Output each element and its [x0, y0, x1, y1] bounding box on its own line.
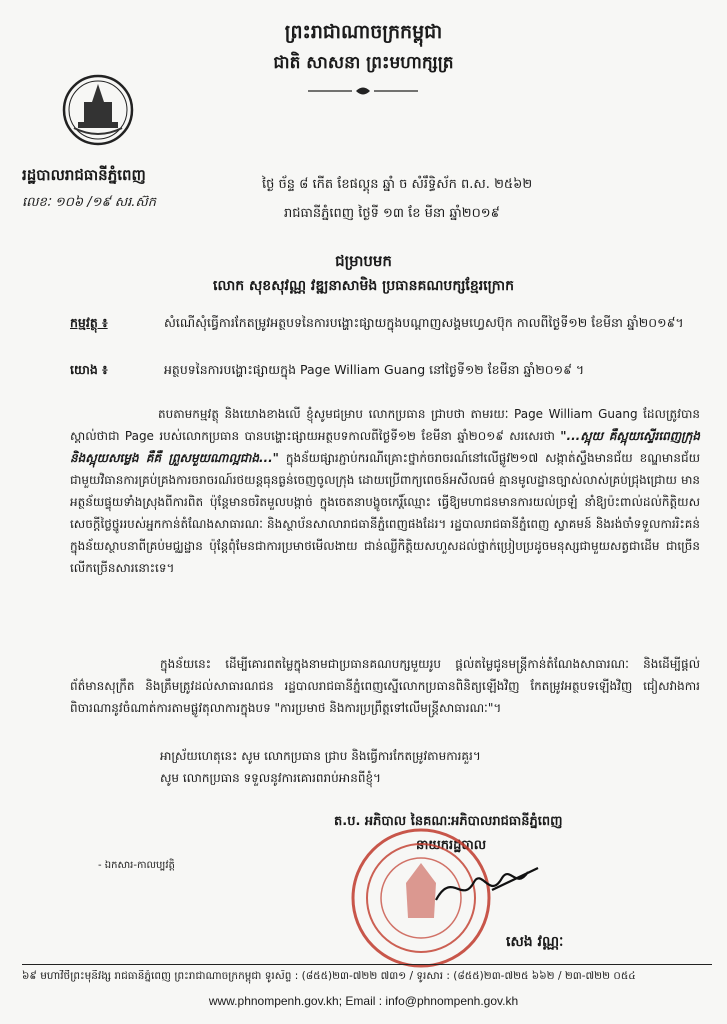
- signatory-position: នាយករដ្ឋបាល: [416, 838, 487, 853]
- website-link[interactable]: www.phnompenh.gov.kh;: [208, 994, 343, 1008]
- kingdom-title: ព្រះរាជាណាចក្រកម្ពុជា: [284, 21, 443, 43]
- subject-text: សំណើសុំធ្វើការកែតម្រូវអត្ថបទនៃការបង្ហោះផ្សាយក្នុងបណ្តាញសង្គមហ្វេសប៊ុក កាលពីថ្ងៃទី១២ ខែមីនា ឆ្នាំ២០១៩។: [164, 315, 684, 330]
- body-paragraph-2: ក្នុងន័យនេះ ដើម្បីគោរពតម្លៃក្នុងនាមជាប្រធានគណបក្សមួយរូប ផ្តល់តម្លៃជូនមន្ត្រីកាន់តំណែងសាធារណៈ និងដើម្បីផ្តល់ព័ត៌មានសុក្រឹត និងត្រឹមត្រូវដល់សាធារណជន រដ្ឋបាលរាជធានីភ្នំពេញស្នើលោកប្រធានពិនិត្យឡើងវិញ កែតម្រូវអត្ថបទឡើងវិញ ជៀសវាងការពិចារណានូវចំណាត់ការតាមផ្លូវតុលាការក្នុងបទ "ការប្រមាថ និងការប្រព្រឹត្តទៅលើមន្ត្រីសាធារណៈ"។: [70, 657, 700, 715]
- body-paragraph-3: [70, 745, 700, 789]
- copy-to: - ឯកសារ-កាលប្បវត្តិ: [98, 860, 175, 871]
- quoted-post: "...ស្អុយ គឺស្អុយស្ទើរពេញក្រុង និងស្អុយសម្លេង គឺគឺ ព្រួសមួយណាល្អជាង...": [70, 429, 700, 465]
- solar-date: រាជធានីភ្នំពេញ ថ្ងៃទី ១៣ ខែ មីនា ឆ្នាំ២០១៩: [284, 206, 500, 221]
- email-label: Email :: [345, 994, 383, 1008]
- issuer-name: រដ្ឋបាលរាជធានីភ្នំពេញ: [22, 166, 146, 184]
- ornament-divider: [308, 84, 418, 98]
- reference-text: អត្ថបទនៃការបង្ហោះផ្សាយក្នុង Page William Guang នៅថ្ងៃទី១២ ខែមីនា ឆ្នាំ២០១៩ ។: [164, 362, 585, 377]
- closing-regards: សូម លោកប្រធាន ទទួលនូវការគោរពរាប់អានពីខ្ញុំ។: [160, 771, 381, 785]
- body-paragraph-1: [70, 403, 700, 579]
- signer-name: សេង វណ្ណៈ: [506, 934, 564, 950]
- footer-contact: [0, 994, 727, 1008]
- paragraph-1-rest: ក្នុងន័យផ្សារភ្ជាប់ករណីគ្រោះថ្នាក់ចរាចរណ៍នៅលើផ្លូវ២១៧ សង្កាត់ស្ទឹងមានជ័យ ខណ្ឌមានជ័យ ជាមួយវិធានការគ្រប់គ្រងការចរាចរណ៍រថយន្តធុនធ្ងន់ចេញចូលក្រុង ដោយប្រើពាក្យពេចន៍អសីលធម៌ គ្មានមូលដ្ឋានច្បាស់លាស់គ្រប់ជ្រុងជ្រោយ មានអត្ថន័យផ្ទុយទាំងស្រុងពីការពិត ប៉ុន្តែមានចរិតមួលបង្កាច់ ក្នុងចេតនាបង្ខូចកេរ្តិ៍ឈ្មោះ ធ្វើឱ្យមហាជនមានការយល់ច្រឡំ នាំឱ្យប៉ះពាល់ដល់កិត្តិយស សេចក្តីថ្លៃថ្នូររបស់អ្នកកាន់តំណែងសាធារណៈ និងស្ថាប័នសាលារាជធានីភ្នំពេញផងដែរ។ រដ្ឋបាលរាជធានីភ្នំពេញ ស្វាគមន៍ និងរង់ចាំទទួលការរិះគន់ក្នុងន័យស្ថាបនាពីគ្រប់មជ្ឈដ្ឋាន ប៉ុន្តែពុំមែនជាការប្រមាថមើលងាយ ជាន់ឈ្លីកិត្តិយសហួសដល់ថ្នាក់ប្រៀបប្រដូចមនុស្សជាមួយសត្វជាដើម ជាច្រើនលើកច្រើនសារនោះទេ។: [70, 451, 700, 575]
- paragraph-1-intro: តបតាមកម្មវត្ថុ និងយោងខាងលើ ខ្ញុំសូមជម្រាប លោកប្រធាន ជ្រាបថា តាមរយៈ Page William Guang ដែលត្រូវបានស្គាល់ថាជា Page របស់លោកប្រធាន បានបង្ហោះផ្សាយអត្ថបទកាលពីថ្ងៃទី១២ ខែមីនា ឆ្នាំ២០១៩ សរសេរថា: [70, 407, 700, 443]
- national-motto: ជាតិ សាសនា ព្រះមហាក្សត្រ: [273, 53, 454, 73]
- email-link[interactable]: info@phnompenh.gov.kh: [385, 994, 519, 1008]
- recipient-heading: ជម្រាបមក: [335, 252, 392, 270]
- closing-request: អាស្រ័យហេតុនេះ សូម លោកប្រធាន ជ្រាប និងធ្វើការកែតម្រូវតាមការគួរ។: [160, 749, 481, 763]
- city-emblem-icon: [60, 72, 136, 148]
- recipient-name: លោក សុខសុវណ្ណ វឌ្ឍនាសាមិង ប្រធានគណបក្សខ្មែរក្រោក: [213, 278, 514, 294]
- footer-address: ៦៩ មហាវិថីព្រះមុនីវង្ស រាជធានីភ្នំពេញ ព្រះរាជាណាចក្រកម្ពុជា ទូរស័ព្ទ : (៨៥៥)២៣-៧២២ ៧៣១ / ទូរសារ : (៨៥៥)២៣-៧២៥ ៦៦២ / ២៣-៧២២ ០៥៤: [22, 970, 636, 982]
- subject-label: កម្មវត្ថុ ៖: [70, 315, 108, 330]
- signatory-title: ត.ប. អភិបាល នៃគណៈអភិបាលរាជធានីភ្នំពេញ: [334, 814, 563, 829]
- handwritten-signature-icon: [432, 860, 542, 910]
- footer-divider: [22, 964, 712, 965]
- reference-number: លេខៈ ១០៦ /១៩ សរ.ស៊ក: [22, 195, 157, 210]
- lunar-date: ថ្ងៃ ច័ន្ទ ៨ កើត ខែផល្គុន ឆ្នាំ ច សំរឹទ្ធិស័ក ព.ស. ២៥៦២: [262, 177, 533, 192]
- reference-label: យោង ៖: [70, 362, 108, 377]
